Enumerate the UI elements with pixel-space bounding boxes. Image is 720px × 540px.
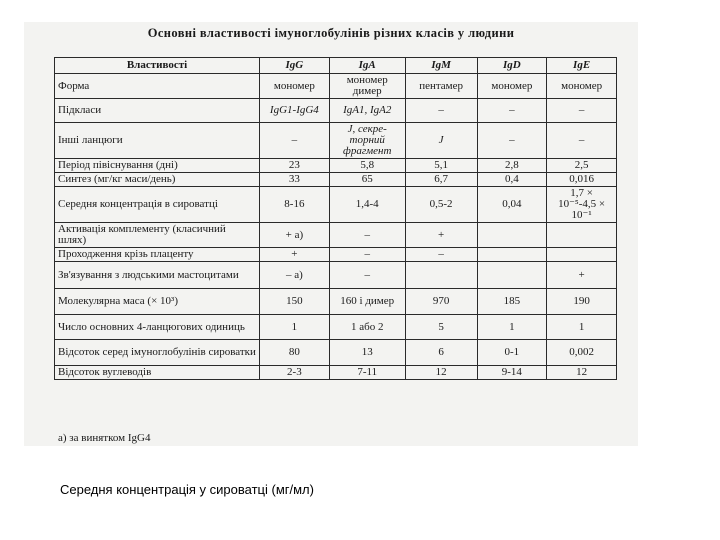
table-row: [55, 99, 617, 123]
table-row: [55, 262, 617, 289]
table-cell: 2,8: [477, 159, 547, 173]
table-cell: 1: [260, 315, 330, 340]
table-cell: 0,4: [477, 173, 547, 187]
table-cell: 1: [547, 315, 617, 340]
table-cell: 0,016: [547, 173, 617, 187]
table-cell: 0,5-2: [405, 187, 477, 223]
footnote: а) за винятком IgG4: [58, 432, 151, 444]
table-cell: 185: [477, 289, 547, 315]
header-properties: Властивості: [55, 58, 260, 74]
table-row: [55, 187, 617, 223]
row-label: Молекулярна маса (× 10³): [55, 289, 260, 315]
table-cell: –: [405, 99, 477, 123]
table-cell: [477, 262, 547, 289]
table-cell: 1,7 × 10⁻⁵-4,5 × 10⁻¹: [547, 187, 617, 223]
table-cell: 190: [547, 289, 617, 315]
table-cell: –: [405, 248, 477, 262]
row-label: Форма: [55, 74, 260, 99]
table-cell: 1,4-4: [329, 187, 405, 223]
table-cell: 160 і димер: [329, 289, 405, 315]
table-cell: 12: [405, 366, 477, 380]
table-row: [55, 315, 617, 340]
table-row: [55, 340, 617, 366]
table-cell: 13: [329, 340, 405, 366]
table-cell: [547, 223, 617, 248]
table-cell: 1: [477, 315, 547, 340]
table-cell: 80: [260, 340, 330, 366]
table-cell: 7-11: [329, 366, 405, 380]
table-cell: мономер: [477, 74, 547, 99]
table-cell: +: [405, 223, 477, 248]
table-cell: 65: [329, 173, 405, 187]
row-label: Проходження крізь плаценту: [55, 248, 260, 262]
table-cell: –: [329, 248, 405, 262]
row-label: Синтез (мг/кг маси/день): [55, 173, 260, 187]
caption-text: Середня концентрація у сироватці (мг/мл): [60, 482, 314, 497]
table-cell: пентамер: [405, 74, 477, 99]
row-label: Середня концентрація в сироватці: [55, 187, 260, 223]
table-cell: мономер: [547, 74, 617, 99]
table-cell: 970: [405, 289, 477, 315]
table-cell: IgG1-IgG4: [260, 99, 330, 123]
table-cell: –: [477, 99, 547, 123]
header-igd: IgD: [477, 58, 547, 74]
table-cell: 5,1: [405, 159, 477, 173]
table-cell: +: [547, 262, 617, 289]
row-label: Підкласи: [55, 99, 260, 123]
row-label: Відсоток вуглеводів: [55, 366, 260, 380]
table-row: [55, 159, 617, 173]
table-row: [55, 366, 617, 380]
table-cell: –: [329, 223, 405, 248]
row-label: Інші ланцюги: [55, 123, 260, 159]
table-cell: 5: [405, 315, 477, 340]
table-row: [55, 74, 617, 99]
table-cell: IgA1, IgA2: [329, 99, 405, 123]
table-cell: + а): [260, 223, 330, 248]
immunoglobulin-properties-table: [54, 57, 617, 380]
header-iga: IgA: [329, 58, 405, 74]
table-cell: 23: [260, 159, 330, 173]
table-row: [55, 289, 617, 315]
table-cell: +: [260, 248, 330, 262]
table-cell: 0,04: [477, 187, 547, 223]
table-cell: 150: [260, 289, 330, 315]
table-cell: 2,5: [547, 159, 617, 173]
table-cell: 0-1: [477, 340, 547, 366]
row-label: Активація комплементу (класичний шлях): [55, 223, 260, 248]
table-cell: [405, 262, 477, 289]
header-igm: IgM: [405, 58, 477, 74]
table-cell: [477, 223, 547, 248]
table-cell: [547, 248, 617, 262]
table-cell: J: [405, 123, 477, 159]
row-label: Період півіснування (дні): [55, 159, 260, 173]
row-label: Відсоток серед імуноглобулінів сироватки: [55, 340, 260, 366]
table-cell: –: [329, 262, 405, 289]
row-label: Зв'язування з людськими мастоцитами: [55, 262, 260, 289]
table-cell: –: [477, 123, 547, 159]
table-cell: 12: [547, 366, 617, 380]
table-cell: 33: [260, 173, 330, 187]
table-cell: –: [547, 123, 617, 159]
table-cell: 9-14: [477, 366, 547, 380]
table-cell: 5,8: [329, 159, 405, 173]
table-cell: [477, 248, 547, 262]
table-cell: мономер: [260, 74, 330, 99]
table-cell: J, секре-торний фрагмент: [329, 123, 405, 159]
table-cell: 6: [405, 340, 477, 366]
table-cell: –: [547, 99, 617, 123]
table-cell: мономер димер: [329, 74, 405, 99]
table-row: [55, 123, 617, 159]
table-title: Основні властивості імуноглобулінів різних класів у людини: [147, 26, 515, 40]
header-igg: IgG: [260, 58, 330, 74]
table-cell: 0,002: [547, 340, 617, 366]
table-row: [55, 223, 617, 248]
table-cell: 6,7: [405, 173, 477, 187]
table-row: [55, 173, 617, 187]
table-header-row: [55, 58, 617, 74]
header-ige: IgE: [547, 58, 617, 74]
row-label: Число основних 4-ланцюгових одиниць: [55, 315, 260, 340]
scanned-table-image: [24, 22, 638, 446]
table-cell: 1 або 2: [329, 315, 405, 340]
table-cell: 8-16: [260, 187, 330, 223]
table-cell: –: [260, 123, 330, 159]
table-cell: – а): [260, 262, 330, 289]
table-row: [55, 248, 617, 262]
table-cell: 2-3: [260, 366, 330, 380]
